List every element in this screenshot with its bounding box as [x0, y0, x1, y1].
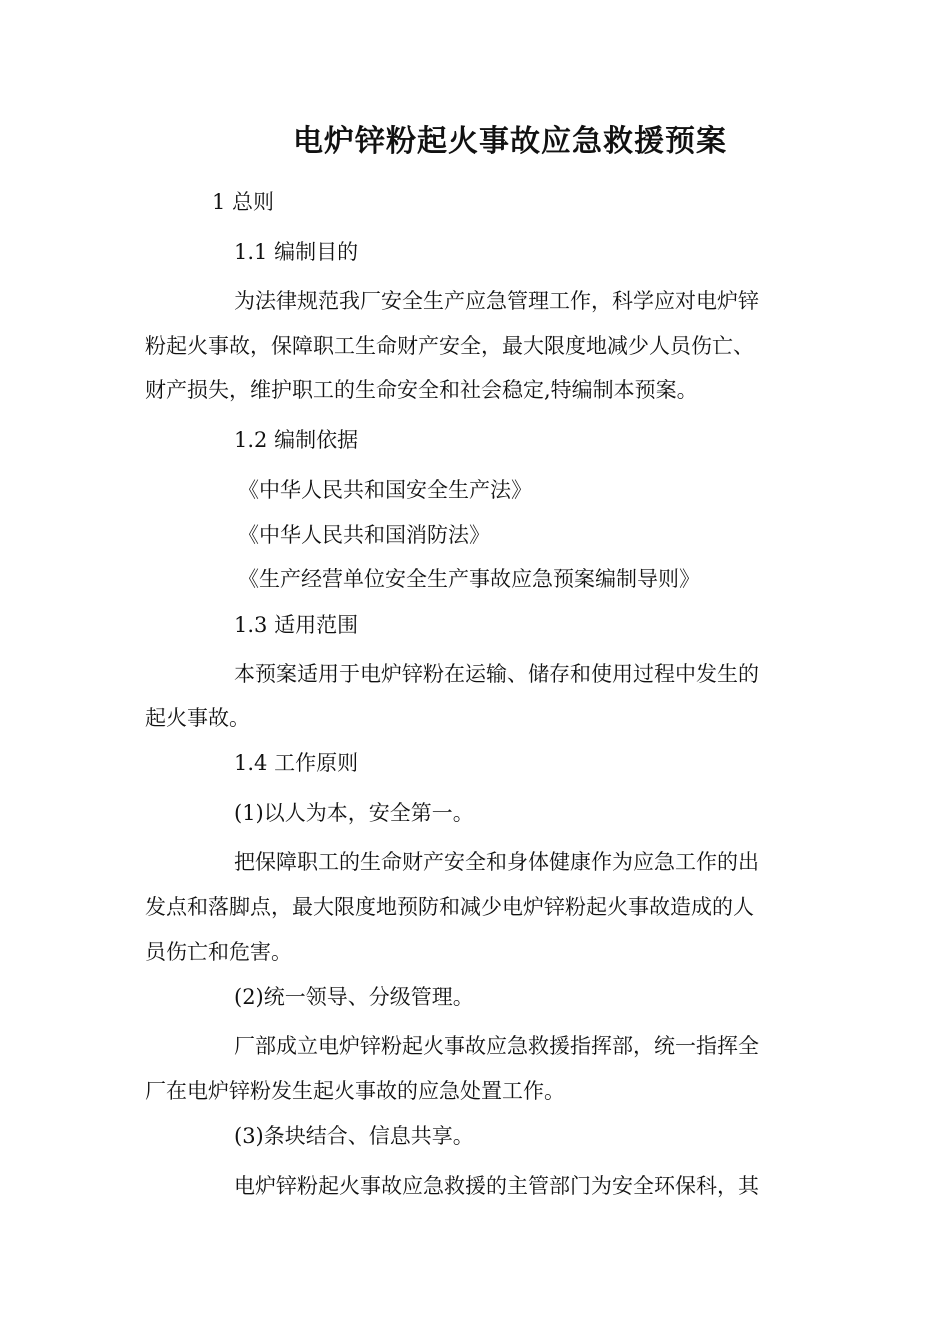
principle-item: (3)条块结合、信息共享。 — [234, 1124, 474, 1148]
subsection-heading-basis: 1.2 编制依据 — [234, 428, 359, 452]
document-title: 电炉锌粉起火事故应急救援预案 — [293, 124, 727, 159]
paragraph-line: 厂在电炉锌粉发生起火事故的应急处置工作。 — [145, 1079, 565, 1103]
paragraph-line: 发点和落脚点，最大限度地预防和减少电炉锌粉起火事故造成的人 — [145, 895, 754, 919]
subsection-heading-scope: 1.3 适用范围 — [234, 613, 359, 637]
paragraph-line: 财产损失，维护职工的生命安全和社会稳定,特编制本预案。 — [145, 378, 698, 402]
paragraph-line: 把保障职工的生命财产安全和身体健康作为应急工作的出 — [234, 850, 759, 874]
principle-item: (2)统一领导、分级管理。 — [234, 985, 474, 1009]
reference-law-item: 《生产经营单位安全生产事故应急预案编制导则》 — [238, 567, 700, 591]
paragraph-line: 电炉锌粉起火事故应急救援的主管部门为安全环保科，其 — [234, 1174, 759, 1198]
paragraph-line: 员伤亡和危害。 — [145, 940, 292, 964]
subsection-heading-purpose: 1.1 编制目的 — [234, 240, 359, 264]
subsection-heading-principles: 1.4 工作原则 — [234, 751, 359, 775]
reference-law-item: 《中华人民共和国消防法》 — [238, 523, 490, 547]
section-heading-general: 1 总则 — [212, 190, 275, 214]
paragraph-line: 粉起火事故，保障职工生命财产安全，最大限度地减少人员伤亡、 — [145, 334, 754, 358]
reference-law-item: 《中华人民共和国安全生产法》 — [238, 478, 532, 502]
principle-item: (1)以人为本，安全第一。 — [234, 801, 474, 825]
paragraph-line: 厂部成立电炉锌粉起火事故应急救援指挥部，统一指挥全 — [234, 1034, 759, 1058]
paragraph-line: 起火事故。 — [145, 706, 250, 730]
paragraph-line: 为法律规范我厂安全生产应急管理工作，科学应对电炉锌 — [234, 289, 759, 313]
paragraph-line: 本预案适用于电炉锌粉在运输、储存和使用过程中发生的 — [234, 662, 759, 686]
